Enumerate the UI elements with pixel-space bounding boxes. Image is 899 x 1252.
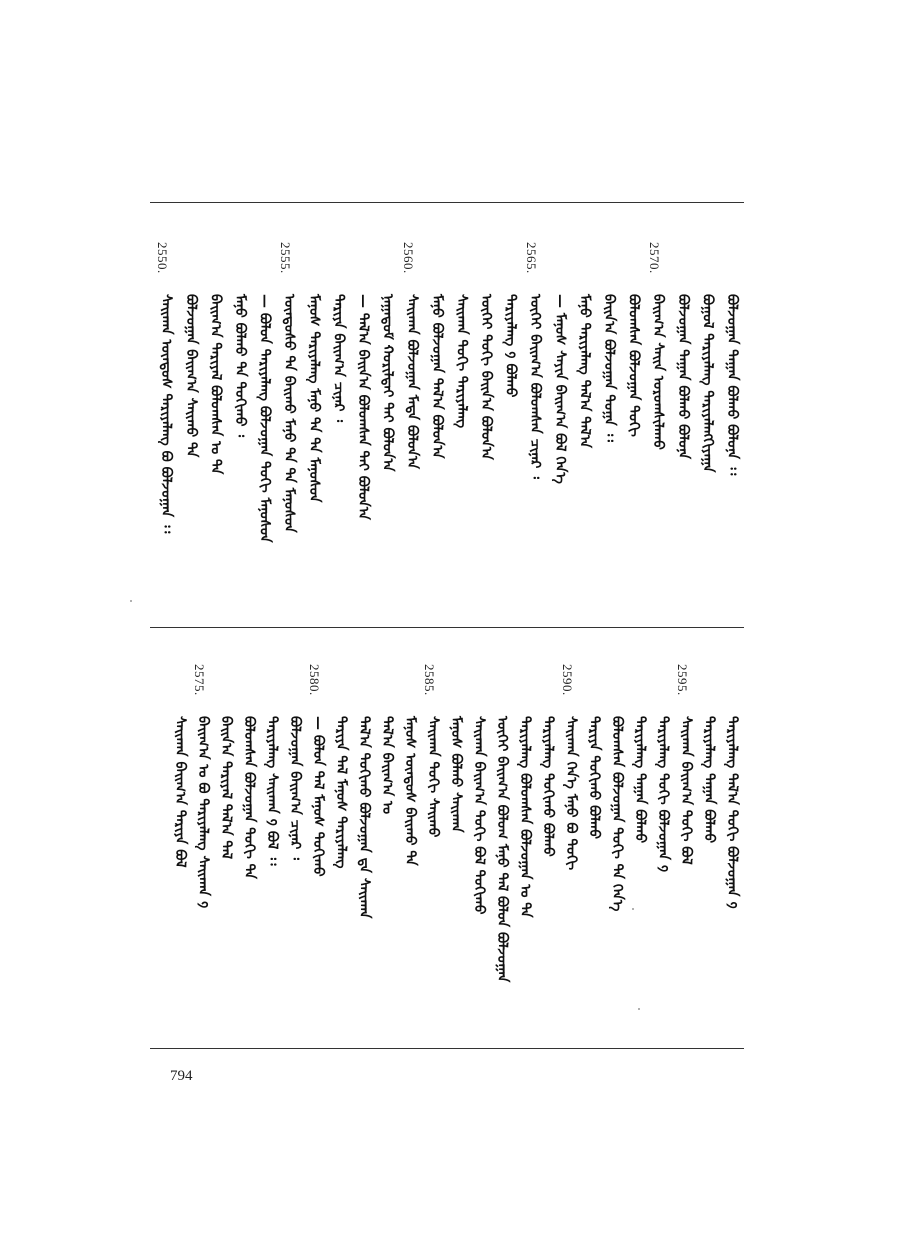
verse-line: ᠲᠠᠯ᠎ᠠ ᠪᠠᠢᠭ᠎ᠠ ᠣ [379, 716, 395, 815]
verse-column [237, 664, 259, 1024]
verse-column [425, 242, 447, 602]
bottom-rule [150, 1048, 744, 1049]
verse-column [671, 242, 693, 602]
line-number: 2575. [192, 664, 207, 696]
verse-column [651, 664, 673, 1024]
verse-column [306, 664, 328, 1024]
page-number: 794 [170, 1068, 193, 1084]
verse-line: ᠰᠠᠢᠬᠠᠨ ᠪᠠᠢᠭ᠎ᠠ ᠲᠠᠷᠢᠶᠠ ᠪᠣᠯ [172, 716, 188, 868]
verse-column [352, 664, 374, 1024]
verse-column [376, 242, 398, 602]
verse-line: ᠲᠠᠷᠢᠶᠠᠯᠠᠩ ᠲᠠᠭᠠᠨ ᠪᠣᠯᠬᠤ [701, 716, 717, 844]
verse-column [191, 664, 213, 1024]
verse-line: ᠪᠠᠢᠭ᠎ᠠ ᠰᠠᠢᠨ ᠤᠷᠤᠭᠰᠢᠯᠠᠬᠤ [650, 294, 667, 450]
verse-column [444, 664, 466, 1024]
scan-speck [632, 908, 634, 910]
verse-column [214, 664, 236, 1024]
verse-column [572, 242, 594, 602]
verse-line: ᠰᠠᠢᠬᠠᠨ ᠪᠠᠢᠭ᠎ᠠ ᠲᠣᠬᠢ ᠪᠣᠯ ᠲᠣᠬᠢᠬᠤ [471, 716, 487, 915]
verse-line: ᠰᠠᠢᠬᠠᠨ ᠭᠡᠨ᠎ᠡ ᠮᠠᠨ᠋ᠤ ᠪᠣ ᠲᠣᠬᠢ [563, 716, 579, 871]
verse-column [375, 664, 397, 1024]
verse-column [326, 242, 348, 602]
scan-speck [638, 1008, 640, 1010]
verse-column [523, 242, 545, 602]
verse-column [674, 664, 696, 1024]
line-number: 2595. [675, 664, 690, 696]
verse-column [646, 242, 668, 602]
verse-line: ᠪᠠᠢᠨ᠎ᠠ ᠲᠠᠷᠢᠶᠠᠯ ᠲᠠᠯ᠎ᠠ ᠲᠠᠯ [218, 716, 234, 860]
verse-column [302, 242, 324, 602]
verse-line: ᠲᠠᠷᠢᠶᠠ ᠲᠠᠯ ᠮᠠᠨ᠋ᠤᠰ ᠲᠠᠷᠢᠶᠠᠯᠠᠩ [333, 716, 349, 869]
verse-column [697, 664, 719, 1024]
verse-line: ᠲᠠᠷᠢᠶᠠᠯᠠᠩ ᠲᠠᠯ᠎ᠠ ᠲᠣᠬᠢ ᠪᠣᠯᠵᠣᠭᠠᠨ ᠀ [724, 716, 740, 909]
verse-line: ᠮᠠᠨ᠋ᠤ ᠪᠣᠯᠵᠣᠭᠠᠨ ᠲᠠᠯ᠎ᠠ ᠪᠣᠯᠣᠨ᠎ᠠ [428, 294, 445, 459]
verse-column [449, 242, 471, 602]
verse-line: ᠮᠠᠨ᠋ᠤᠰ ᠪᠣᠯᠬᠤ ᠰᠠᠢᠬᠠᠨ [448, 716, 464, 833]
verse-line: ᠪᠣᠯᠵᠣᠭᠠᠨ ᠲᠠᠭᠠᠨ ᠪᠣᠯᠬᠣ ᠪᠣᠯᠤᠨᠠ [674, 294, 691, 460]
verse-line: ᠮᠠᠨ᠋ᠤ ᠲᠠᠷᠢᠶᠠᠯᠠᠩ ᠲᠠᠯ᠎ᠠ ᠲᠠᠯ᠎ᠠ [576, 294, 593, 449]
verse-column [421, 664, 443, 1024]
verse-column [253, 242, 275, 602]
verse-line: — ᠲᠠᠯ᠎ᠠ ᠪᠠᠢᠨ᠎ᠠ ᠪᠣᠯᠣᠭᠰᠠᠨ ᠲᠠᠢ ᠪᠣᠯᠣᠨ᠎ᠠ [355, 294, 371, 520]
verse-line: — ᠮᠠᠨ᠋ᠤᠰ ᠰᠠᠶᠢᠨ ᠪᠠᠢᠭ᠎ᠠ ᠪᠣᠯ ᠭᠡᠨ᠎ᠡ [551, 294, 568, 484]
verse-column [695, 242, 717, 602]
verse-column [536, 664, 558, 1024]
verse-column [329, 664, 351, 1024]
verse-column [582, 664, 604, 1024]
verse-column [179, 242, 201, 602]
scan-speck [130, 600, 132, 602]
verse-line: — ᠪᠣᠯᠣᠨ ᠲᠠᠷᠢᠶᠠᠯᠠᠩ ᠪᠣᠯᠵᠣᠭᠠᠨ ᠲᠣᠬᠢ ᠮᠠᠨ᠋ᠤᠰᠣᠨ [256, 294, 273, 543]
verse-column [628, 664, 650, 1024]
verse-column [203, 242, 225, 602]
verse-column [467, 664, 489, 1024]
verse-line: ᠪᠠᠢᠭ᠎ᠠ ᠲᠠᠷᠢᠶᠠᠯ ᠪᠣᠯᠣᠭᠰᠠᠨ ᠣ ᠲᠠ [207, 294, 224, 475]
line-number: 2565. [524, 242, 540, 274]
verse-column [605, 664, 627, 1024]
verse-column [597, 242, 619, 602]
verse-column [228, 242, 250, 602]
verse-column [720, 242, 742, 602]
verse-line: ᠮᠠᠨ᠋ᠤᠰ ᠲᠠᠷᠢᠶᠠᠯᠠᠩ ᠮᠠᠨ᠋ᠤ ᠲᠠ ᠲᠠ ᠮᠠᠨ᠋ᠤᠰᠣᠨ [305, 294, 322, 503]
verse-column [154, 242, 176, 602]
verse-line: ᠲᠠᠷᠢᠶᠠᠯᠠᠩ ᠲᠣᠬᠢ ᠪᠣᠯᠵᠣᠭᠠᠨ ᠀ [655, 716, 671, 873]
verse-line: ᠪᠣᠯᠵᠣᠭᠠᠨ ᠲᠠᠭᠠᠨ ᠪᠣᠯᠬᠣ ᠪᠣᠯᠤᠨᠠ ᠄᠄ [724, 294, 740, 476]
verse-column [260, 664, 282, 1024]
verse-line: ᠲᠠᠷᠢᠶᠠᠯᠠᠩ ᠀ ᠪᠣᠯᠬᠤ [502, 294, 519, 398]
verse-column [400, 242, 422, 602]
verse-column [548, 242, 570, 602]
line-number: 2580. [307, 664, 322, 696]
line-number: 2550. [155, 242, 171, 274]
verse-line: ᠰᠠᠢᠬᠠᠨ ᠪᠠᠢᠭ᠎ᠠ ᠲᠣᠬᠢ ᠪᠣᠯ [678, 716, 694, 865]
verse-column [474, 242, 496, 602]
verse-column [513, 664, 535, 1024]
middle-rule [150, 627, 744, 628]
bottom-verse-block [0, 664, 899, 1034]
top-rule [150, 202, 744, 203]
verse-line: ᠪᠣᠯᠣᠭᠰᠠᠨ ᠪᠣᠯᠵᠣᠭᠠᠨ ᠲᠣᠬᠢ [625, 294, 642, 437]
verse-line: ᠦᠨᠳᠦᠰᠦ ᠲᠠ ᠪᠠᠢᠬᠤ ᠮᠠᠨ᠋ᠤ ᠲᠠ ᠲᠠ ᠮᠠᠨ᠋ᠤᠰᠣᠨ [281, 294, 298, 533]
verse-line: ᠲᠠᠷᠢᠶᠠ ᠪᠠᠢᠭ᠎ᠠ ᠴᠢᠨᠠᠷ ᠄ [330, 294, 347, 423]
verse-line: ᠲᠠᠷᠢᠶᠠᠯᠠᠩ ᠲᠠᠭᠠᠨ ᠪᠣᠯᠬᠤ [632, 716, 648, 844]
verse-column [499, 242, 521, 602]
verse-line: ᠦᠭᠡᠢ ᠲᠣᠬᠢ ᠪᠠᠢᠨ᠎ᠠ ᠪᠣᠯᠣᠨ᠎ᠠ [478, 294, 494, 460]
verse-line: ᠲᠠᠯ᠎ᠠ ᠲᠣᠬᠢᠬᠤ ᠪᠣᠯᠵᠣᠭᠠᠨ ᠳᠠ ᠰᠠᠢᠬᠠᠨ [356, 716, 372, 919]
verse-line: ᠰᠠᠢᠬᠠᠨ ᠪᠣᠯᠵᠣᠭᠠᠨ ᠮᠠᠲᠠ ᠪᠣᠯᠣᠨ᠎ᠠ [404, 294, 421, 470]
verse-column [283, 664, 305, 1024]
verse-line: ᠲᠠᠷᠢᠶᠠᠯᠠᠩ ᠲᠣᠬᠢᠬᠤ ᠪᠣᠯᠬᠤ [540, 716, 556, 857]
verse-column [398, 664, 420, 1024]
verse-line: ᠪᠣᠯᠵᠣᠭᠠᠨ ᠪᠠᠢᠭ᠎ᠠ ᠴᠢᠨᠠᠷ ᠄ [287, 716, 303, 860]
verse-line: ᠰᠠᠢᠬᠠᠨ ᠦᠨᠳᠦᠰ ᠲᠠᠷᠢᠶᠠᠯᠠᠩ ᠪᠣ ᠪᠣᠯᠵᠣᠭᠠᠨ ᠄᠄ [158, 294, 175, 534]
verse-line: ᠲᠠᠷᠢᠶᠠᠯᠠᠩ ᠰᠠᠢᠬᠠᠨ ᠀ ᠪᠣᠯ ᠄᠄ [264, 716, 280, 866]
verse-line: ᠮᠠᠨ᠋ᠤᠰ ᠦᠨᠳᠦᠰ ᠪᠠᠢᠬᠤ ᠲᠠ [402, 716, 418, 866]
verse-line: ᠪᠣᠭᠣᠯ ᠲᠠᠷᠢᠶᠠᠯᠠᠩ ᠲᠠᠷᠢᠶᠠᠯᠠᠩᠬᠢᠶᠠᠭᠠ [699, 294, 716, 473]
verse-column [622, 242, 644, 602]
verse-line: — ᠪᠣᠯᠣᠨ ᠲᠠᠯ ᠮᠠᠨ᠋ᠤᠰ ᠲᠣᠬᠢᠬᠤ [310, 716, 326, 877]
verse-line: ᠪᠠᠢᠨ᠎ᠠ ᠪᠣᠯᠵᠣᠭᠠᠨ ᠲᠣᠭᠠ ᠄᠄ [601, 294, 617, 442]
verse-column [168, 664, 190, 1024]
line-number: 2555. [278, 242, 294, 274]
verse-line: ᠰᠠᠢᠬᠠᠨ ᠲᠣᠬᠢ ᠲᠠᠷᠢᠶᠠᠯᠠᠩ [453, 294, 470, 429]
verse-line: ᠪᠣᠯᠵᠣᠭᠠᠨ ᠪᠠᠢᠭ᠎ᠠ ᠰᠠᠢᠬᠤ ᠲᠠ [182, 294, 199, 458]
verse-line: ᠪᠣᠯᠣᠭᠰᠠᠨ ᠪᠣᠯᠵᠣᠭᠠᠨ ᠲᠣᠬᠢ ᠲᠠ [241, 716, 257, 880]
verse-line: ᠪᠣᠯᠣᠭᠰᠠᠨ ᠪᠣᠯᠵᠣᠭᠠᠨ ᠲᠣᠬᠢ ᠲᠠ ᠭᠡᠨ᠎ᠡ [609, 716, 625, 912]
verse-line: ᠲᠠᠷᠢᠶᠠᠯᠠᠩ ᠪᠣᠯᠣᠭᠰᠠᠨ ᠪᠣᠯᠵᠣᠭᠠᠨ ᠣ ᠲᠠ [517, 716, 533, 918]
verse-line: ᠪᠠᠢᠭ᠎ᠠ ᠣ ᠪᠣ ᠲᠠᠷᠢᠶᠠᠯᠠᠩ ᠰᠠᠢᠬᠠᠨ ᠀ [195, 716, 211, 909]
verse-line: ᠮᠠᠨ᠋ᠤ ᠪᠣᠯᠬᠤ ᠲᠠ ᠲᠣᠬᠢᠬᠤ ᠄ [232, 294, 248, 437]
line-number: 2590. [560, 664, 575, 696]
verse-line: ᠨᠠᠭᠠᠳᠤᠮ ᠬᠤᠷᠢᠯᠲᠠᠢ ᠲᠠᠢ ᠪᠣᠯᠣᠨ᠎ᠠ [379, 294, 396, 472]
verse-line: ᠰᠠᠢᠬᠠᠨ ᠲᠣᠬᠢ ᠰᠠᠢᠬᠤ [425, 716, 441, 838]
verse-column [277, 242, 299, 602]
line-number: 2570. [647, 242, 663, 274]
verse-column [490, 664, 512, 1024]
verse-line: ᠦᠭᠡᠢ ᠪᠠᠢᠭ᠎ᠠ ᠪᠣᠯᠤᠭ ᠮᠠᠨ᠋ᠤ ᠲᠠᠯ ᠪᠣᠯᠣᠨ ᠪᠣᠯᠵᠣᠭᠠᠨ [494, 716, 510, 983]
line-number: 2585. [422, 664, 437, 696]
verse-column [351, 242, 373, 602]
verse-line: ᠦᠭᠡᠢ ᠪᠠᠢᠭ᠎ᠠ ᠪᠣᠯᠤᠭᠰᠠᠨ ᠴᠢᠨᠠᠷ ᠄ [527, 294, 544, 479]
verse-column [720, 664, 742, 1024]
verse-line: ᠲᠠᠷᠢᠶᠠ ᠲᠣᠬᠢᠬᠤ ᠪᠣᠯᠬᠤ [586, 716, 602, 840]
top-verse-block [0, 242, 899, 612]
line-number: 2560. [401, 242, 417, 274]
verse-column [559, 664, 581, 1024]
